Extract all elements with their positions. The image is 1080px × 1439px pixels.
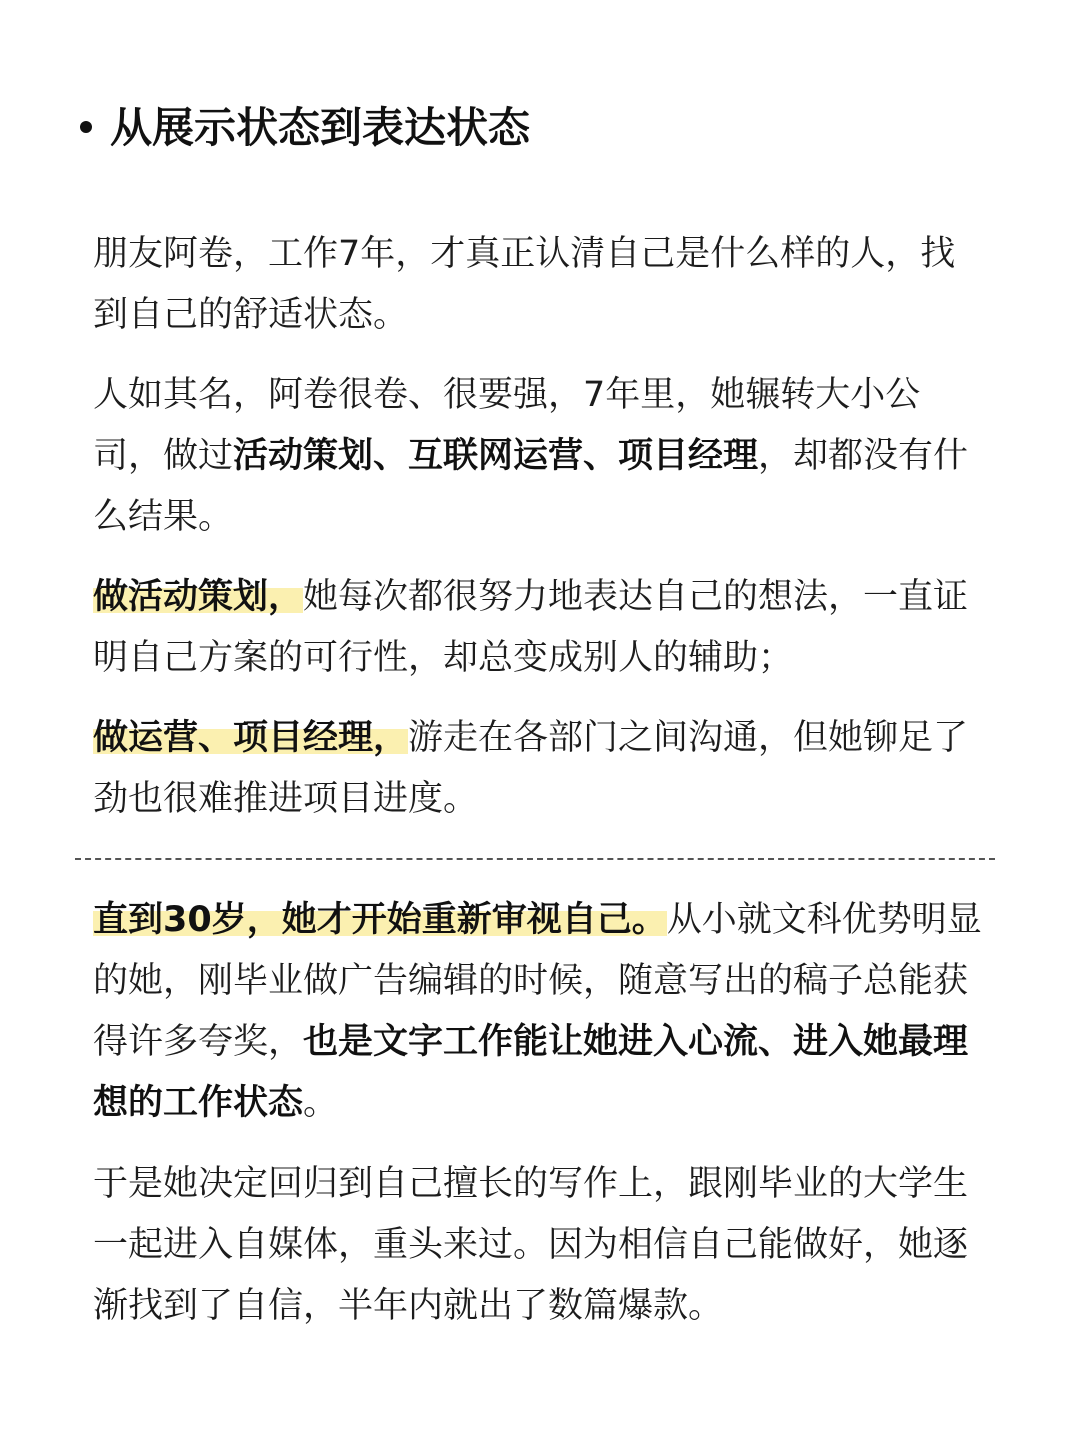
paragraph-2-bold: 活动策划、互联网运营、项目经理 [233, 436, 759, 476]
paragraph-2 [93, 365, 983, 548]
paragraph-3-text: 她每次都很努力地表达自己的想法，一直证明自己方案的可行性，却总变成别人的辅助； [93, 577, 969, 678]
paragraph-2-text-a: 人如其名，阿卷很卷、很要强，7年里，她辗转大小公司，做过 [93, 375, 921, 476]
paragraph-5 [93, 890, 983, 1134]
paragraph-5-text-a: 从小就文科优势明显的她，刚毕业做广告编辑的时候，随意写出的稿子总能获得许多夸奖， [93, 900, 982, 1062]
paragraph-6 [93, 1154, 983, 1337]
paragraph-1-text: 朋友阿卷，工作7年，才真正认清自己是什么样的人，找到自己的舒适状态。 [93, 234, 956, 335]
paragraph-3-highlight: 做活动策划， [93, 577, 304, 617]
paragraph-4-highlight: 做运营、项目经理， [93, 718, 409, 758]
paragraph-2-text-b: ，却都没有什么结果。 [93, 436, 969, 537]
paragraph-4 [93, 708, 983, 830]
paragraph-4-text: 游走在各部门之间沟通，但她铆足了劲也很难推进项目进度。 [93, 718, 969, 819]
paragraph-6-text: 于是她决定回归到自己擅长的写作上，跟刚毕业的大学生一起进入自媒体，重头来过。因为相信自己能做好，她逐渐找到了自信，半年内就出了数篇爆款。 [93, 1164, 969, 1326]
section-heading [80, 98, 530, 158]
paragraph-1 [93, 224, 983, 346]
paragraph-5-bold: 也是文字工作能让她进入心流、进入她最理想的工作状态 [93, 1022, 969, 1123]
section-heading-text: 从展示状态到表达状态 [110, 103, 531, 152]
bullet-icon [80, 121, 92, 133]
paragraph-3 [93, 567, 983, 689]
paragraph-5-text-b: 。 [303, 1083, 339, 1123]
paragraph-5-highlight: 直到30岁，她才开始重新审视自己。 [93, 900, 667, 940]
dashed-divider [75, 858, 995, 860]
